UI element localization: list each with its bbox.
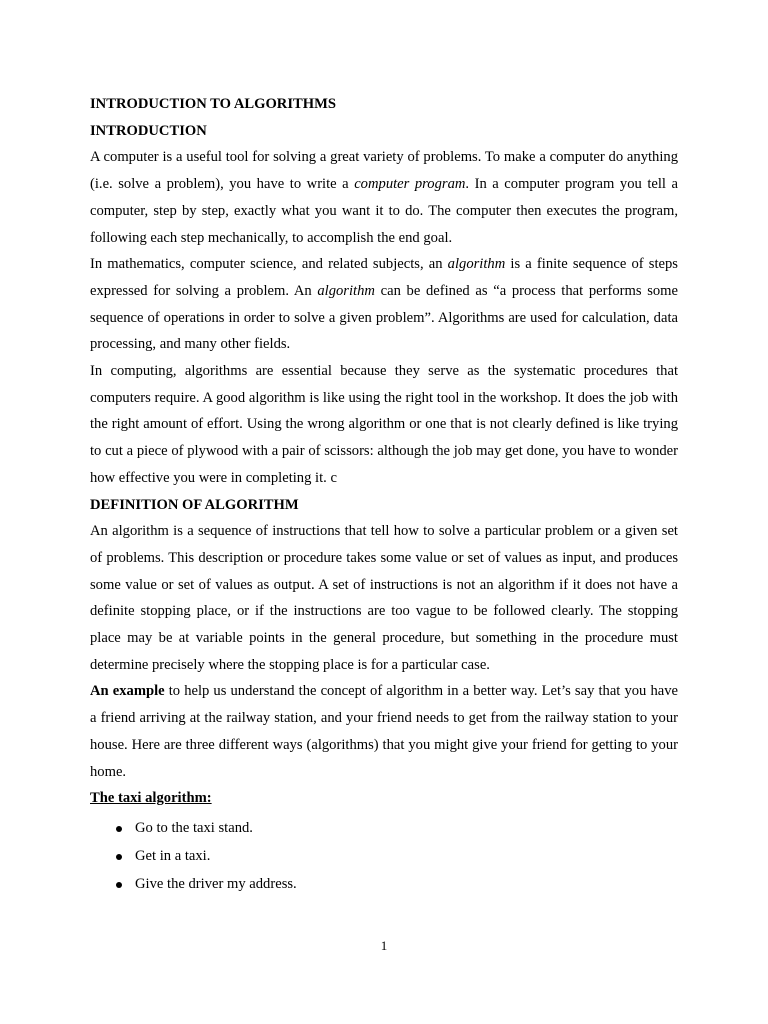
bullet-icon [116,854,122,860]
bullet-icon [116,882,122,888]
paragraph-text: to help us understand the concept of algorithm in a better way. Let’s say that you have a friend arriving at the railway station, and your friend needs to get from the railway station to your house. Here are three different ways (algorithms) that you might give your friend for getting to your home. [90,683,678,780]
paragraph-example [90,678,678,785]
list-item [90,870,678,898]
paragraph-text: is a finite sequence of steps expressed for solving a problem. An [90,256,678,299]
document-title: INTRODUCTION TO ALGORITHMS [90,96,336,112]
list-item-text: Go to the taxi stand. [135,819,253,836]
paragraph-computing-algorithms: In computing, algorithms are essential because they serve as the systematic procedures that computers require. A good algorithm is like using the right tool in the workshop. It does the job with the right amount of effort. Using the wrong algorithm or one that is not clearly defined is like trying to cut a piece of plywood with a pair of scissors: although the job may get done, you have to wonder how effective you were in completing it. c [90,363,678,486]
paragraph-text: can be defined as “a process that performs some sequence of operations in order to solve a given problem”. Algorithms are used for calculation, data processing, and many other fields. [90,282,679,353]
bullet-icon [116,826,122,832]
paragraph-computer-tool [90,144,678,251]
page-number: 1 [380,938,388,953]
paragraph-definition: An algorithm is a sequence of instructions that tell how to solve a particular problem or a given set of problems. This description or procedure takes some value or set of values as input, and produces some value or set of values as output. A set of instructions is not an algorithm if it does not have a definite stopping place, or if the instructions are too vague to be followed clearly. The stopping place may be at variable points in the general procedure, but something in the procedure must determine precisely where the stopping place is for a particular case. [90,523,678,673]
list-item-text: Get in a taxi. [135,847,211,864]
taxi-steps-list [90,814,678,898]
paragraph-text: A computer is a useful tool for solving a great variety of problems. To make a computer do anything (i.e. solve a problem), you have to write a [90,149,678,193]
document-page [90,91,678,898]
bold-an-example: An example [90,683,165,700]
list-item [90,814,678,842]
emphasis-algorithm: algorithm [317,282,375,299]
paragraph-algorithm-definition [90,251,678,358]
section-heading-introduction: INTRODUCTION [90,122,207,139]
list-item-text: Give the driver my address. [135,875,297,892]
list-item [90,842,678,870]
taxi-algorithm-heading: The taxi algorithm: [90,790,212,807]
paragraph-text: In mathematics, computer science, and related subjects, an [90,256,448,273]
section-heading-definition: DEFINITION OF ALGORITHM [90,496,299,513]
emphasis-computer-program: computer program [354,176,466,193]
paragraph-text: . In a computer program you tell a computer, step by step, exactly what you want it to do. The computer then executes the program, following each step mechanically, to accomplish the end goal. [90,176,679,246]
emphasis-algorithm: algorithm [447,256,506,273]
